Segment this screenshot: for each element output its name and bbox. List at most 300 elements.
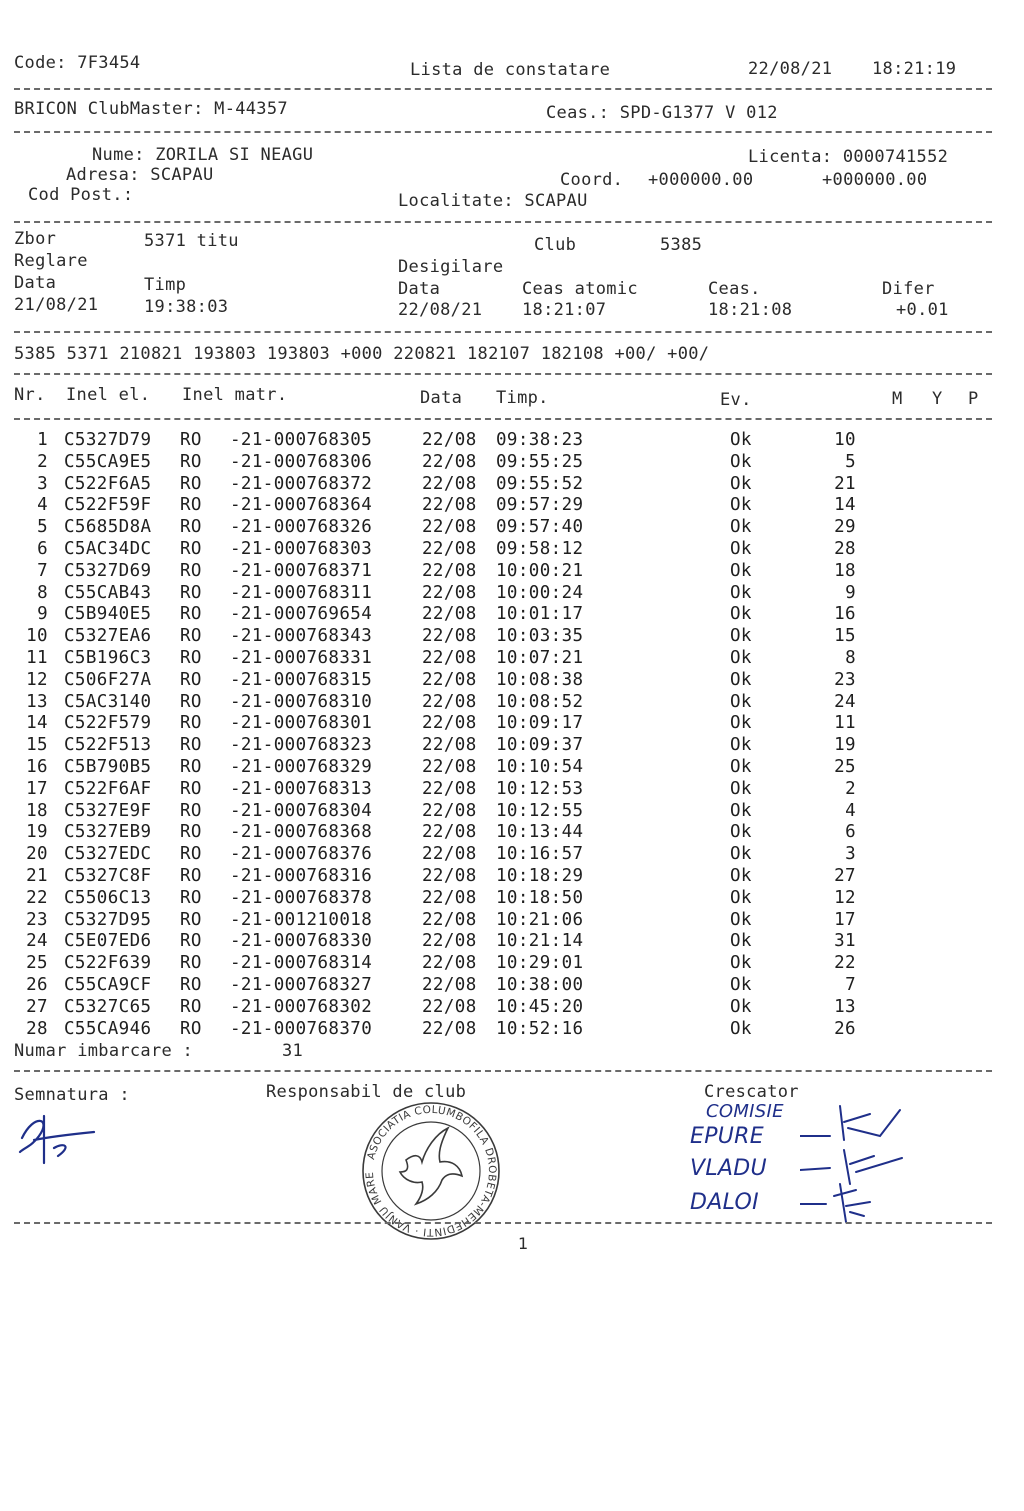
event-status: Ok [730,756,752,777]
clubmaster-device: BRICON ClubMaster: M-44357 [14,99,288,119]
position: 17 [834,909,856,930]
table-row [0,844,1024,866]
matriculation-ring: -21-000768303 [230,538,373,559]
club-label: Club [534,235,577,255]
arrival-date: 22/08 [422,909,477,930]
col-header-inel-el: Inel el. [66,385,151,405]
position: 26 [834,1018,856,1039]
electronic-ring: C5327D79 [64,430,152,450]
country-code: RO [180,844,202,865]
arrival-time: 10:21:14 [496,931,584,952]
arrival-date: 22/08 [422,451,477,472]
country-code: RO [180,560,202,581]
event-status: Ok [730,647,752,668]
event-status: Ok [730,931,752,952]
matriculation-ring: -21-000768343 [230,626,373,647]
commission-signatures [800,1100,912,1228]
table-row [0,997,1024,1019]
position: 2 [845,778,856,799]
row-number: 17 [26,778,48,799]
event-status: Ok [730,691,752,712]
row-number: 6 [37,538,48,559]
arrival-time: 10:07:21 [496,647,584,668]
matriculation-ring: -21-000768313 [230,778,373,799]
header-date: 22/08/21 [748,59,833,79]
electronic-ring: C5327E9F [64,800,152,821]
position: 6 [845,822,856,843]
boarding-count-value: 31 [282,1041,304,1061]
row-number: 12 [26,669,48,690]
arrival-date: 22/08 [422,822,477,843]
country-code: RO [180,909,202,930]
row-number: 7 [37,560,48,581]
electronic-ring: C5327D69 [64,560,152,581]
country-code: RO [180,669,202,690]
arrival-time: 10:21:06 [496,909,584,930]
country-code: RO [180,538,202,559]
matriculation-ring: -21-000768364 [230,495,373,516]
separator [14,1070,992,1072]
row-number: 19 [26,822,48,843]
event-status: Ok [730,495,752,516]
electronic-ring: C5E07ED6 [64,931,152,952]
country-code: RO [180,647,202,668]
arrival-time: 10:18:29 [496,865,584,886]
arrival-date: 22/08 [422,582,477,603]
country-code: RO [180,974,202,995]
position: 16 [834,604,856,625]
arrival-date: 22/08 [422,1018,477,1039]
electronic-ring: C522F513 [64,735,152,756]
matriculation-ring: -21-000768310 [230,691,373,712]
arrival-time: 10:08:38 [496,669,584,690]
table-row [0,604,1024,626]
table-row [0,822,1024,844]
matriculation-ring: -21-000768314 [230,953,373,974]
col-header-p: P [968,389,979,409]
arrival-date: 22/08 [422,953,477,974]
clock-model: Ceas.: SPD-G1377 V 012 [546,103,778,123]
position: 24 [834,691,856,712]
position: 28 [834,538,856,559]
country-code: RO [180,713,202,734]
position: 29 [834,517,856,538]
position: 4 [845,800,856,821]
electronic-ring: C5AC34DC [64,538,152,559]
page-number: 1 [518,1234,529,1253]
arrival-date: 22/08 [422,800,477,821]
country-code: RO [180,626,202,647]
des-difference: +0.01 [896,300,949,320]
row-number: 21 [26,865,48,886]
position: 5 [845,451,856,472]
event-status: Ok [730,669,752,690]
position: 22 [834,953,856,974]
owner-address: Adresa: SCAPAU [66,165,214,185]
position: 9 [845,582,856,603]
owner-name: Nume: ZORILA SI NEAGU [92,145,314,165]
event-status: Ok [730,953,752,974]
table-row [0,779,1024,801]
row-number: 26 [26,974,48,995]
arrival-time: 10:01:17 [496,604,584,625]
matriculation-ring: -21-000768306 [230,451,373,472]
country-code: RO [180,996,202,1017]
arrival-date: 22/08 [422,996,477,1017]
arrival-date: 22/08 [422,887,477,908]
arrival-time: 10:00:21 [496,560,584,581]
event-status: Ok [730,865,752,886]
event-status: Ok [730,996,752,1017]
clock-label: Ceas. [708,279,761,299]
electronic-ring: C506F27A [64,669,152,690]
event-status: Ok [730,430,752,450]
separator [14,131,992,133]
coord-x: +000000.00 [648,170,754,190]
matriculation-ring: -21-000768330 [230,931,373,952]
arrival-time: 10:13:44 [496,822,584,843]
club-stamp [356,1100,506,1242]
arrival-time: 09:57:40 [496,517,584,538]
electronic-ring: C5327D95 [64,909,152,930]
reg-date: 21/08/21 [14,295,99,315]
position: 11 [834,713,856,734]
position: 25 [834,756,856,777]
country-code: RO [180,887,202,908]
coord-label: Coord. [560,170,624,190]
separator [14,373,992,375]
electronic-ring: C522F59F [64,495,152,516]
reg-time: 19:38:03 [144,297,229,317]
country-code: RO [180,778,202,799]
position: 15 [834,626,856,647]
row-number: 16 [26,756,48,777]
postal-code: Cod Post.: [28,185,134,205]
matriculation-ring: -21-000768327 [230,974,373,995]
arrival-date: 22/08 [422,974,477,995]
matriculation-ring: -21-000769654 [230,604,373,625]
table-row [0,670,1024,692]
event-status: Ok [730,713,752,734]
table-row [0,801,1024,823]
arrivals-table [0,430,1024,1040]
event-status: Ok [730,822,752,843]
arrival-time: 10:03:35 [496,626,584,647]
matriculation-ring: -21-000768302 [230,996,373,1017]
arrival-date: 22/08 [422,604,477,625]
country-code: RO [180,517,202,538]
col-header-m: M [892,389,903,409]
arrival-date: 22/08 [422,756,477,777]
boarding-count-label: Numar imbarcare : [14,1041,194,1061]
des-clock-time: 18:21:08 [708,300,793,320]
country-code: RO [180,800,202,821]
row-number: 24 [26,931,48,952]
arrival-time: 10:12:55 [496,800,584,821]
country-code: RO [180,735,202,756]
event-status: Ok [730,974,752,995]
electronic-ring: C55CA946 [64,1018,152,1039]
table-row [0,757,1024,779]
matriculation-ring: -21-000768376 [230,844,373,865]
country-code: RO [180,495,202,516]
matriculation-ring: -21-000768304 [230,800,373,821]
separator [14,88,992,90]
col-header-nr: Nr. [14,385,46,405]
row-number: 25 [26,953,48,974]
electronic-ring: C55CAB43 [64,582,152,603]
table-row [0,452,1024,474]
arrival-date: 22/08 [422,430,477,450]
arrival-date: 22/08 [422,778,477,799]
reg-date-label: Data [14,273,57,293]
arrival-date: 22/08 [422,844,477,865]
arrival-time: 10:52:16 [496,1018,584,1039]
stamp-text: ASOCIATIA COLUMBOFILA DROBETA-MEHEDINTI · VANJU MARE [363,1103,499,1239]
row-number: 1 [37,430,48,450]
arrival-date: 22/08 [422,495,477,516]
electronic-ring: C5AC3140 [64,691,152,712]
handwritten-comisie: COMISIE [706,1101,784,1122]
col-header-inel-matr: Inel matr. [182,385,288,405]
matriculation-ring: -21-000768316 [230,865,373,886]
table-row [0,713,1024,735]
arrival-date: 22/08 [422,931,477,952]
difference-label: Difer [882,279,935,299]
arrival-date: 22/08 [422,865,477,886]
flight-value: 5371 titu [144,231,239,251]
position: 19 [834,735,856,756]
row-number: 10 [26,626,48,647]
arrival-time: 10:16:57 [496,844,584,865]
arrival-date: 22/08 [422,691,477,712]
event-status: Ok [730,887,752,908]
document-title: Lista de constatare [410,60,611,80]
table-row [0,583,1024,605]
position: 18 [834,560,856,581]
country-code: RO [180,451,202,472]
position: 14 [834,495,856,516]
event-status: Ok [730,473,752,494]
signature-label: Semnatura : [14,1085,130,1105]
arrival-time: 10:00:24 [496,582,584,603]
matriculation-ring: -21-000768331 [230,647,373,668]
table-row [0,626,1024,648]
arrival-time: 09:58:12 [496,538,584,559]
event-status: Ok [730,604,752,625]
position: 7 [845,974,856,995]
table-row [0,648,1024,670]
arrival-time: 10:12:53 [496,778,584,799]
matriculation-ring: -21-000768370 [230,1018,373,1039]
matriculation-ring: -21-000768301 [230,713,373,734]
club-responsible-label: Responsabil de club [266,1082,467,1102]
event-status: Ok [730,560,752,581]
row-number: 23 [26,909,48,930]
table-row [0,910,1024,932]
position: 12 [834,887,856,908]
row-number: 8 [37,582,48,603]
table-row [0,888,1024,910]
arrival-time: 09:38:23 [496,430,584,450]
table-row [0,692,1024,714]
row-number: 14 [26,713,48,734]
coord-y: +000000.00 [822,170,928,190]
position: 27 [834,865,856,886]
row-number: 5 [37,517,48,538]
electronic-ring: C5685D8A [64,517,152,538]
arrival-time: 10:09:37 [496,735,584,756]
electronic-ring: C5506C13 [64,887,152,908]
des-date: 22/08/21 [398,300,483,320]
electronic-ring: C522F6AF [64,778,152,799]
col-header-ev: Ev. [720,390,752,410]
reglare-label: Reglare [14,251,88,271]
event-status: Ok [730,909,752,930]
code-label: Code: 7F3454 [14,53,141,73]
matriculation-ring: -21-001210018 [230,909,373,930]
row-number: 11 [26,647,48,668]
handwritten-epure: EPURE [690,1124,764,1149]
table-row [0,495,1024,517]
handwritten-daloi: DALOI [690,1190,759,1215]
electronic-ring: C5B940E5 [64,604,152,625]
electronic-ring: C522F6A5 [64,473,152,494]
row-number: 15 [26,735,48,756]
arrival-time: 09:57:29 [496,495,584,516]
row-number: 4 [37,495,48,516]
country-code: RO [180,865,202,886]
table-row [0,539,1024,561]
position: 13 [834,996,856,1017]
row-number: 18 [26,800,48,821]
col-header-y: Y [932,389,943,409]
row-number: 2 [37,451,48,472]
country-code: RO [180,822,202,843]
position: 10 [834,430,856,450]
row-number: 28 [26,1018,48,1039]
matriculation-ring: -21-000768371 [230,560,373,581]
electronic-ring: C5327EB9 [64,822,152,843]
table-row [0,975,1024,997]
country-code: RO [180,582,202,603]
row-number: 3 [37,473,48,494]
table-row [0,474,1024,496]
arrival-time: 10:08:52 [496,691,584,712]
matriculation-ring: -21-000768378 [230,887,373,908]
arrival-date: 22/08 [422,626,477,647]
matriculation-ring: -21-000768323 [230,735,373,756]
country-code: RO [180,953,202,974]
matriculation-ring: -21-000768315 [230,669,373,690]
arrival-time: 09:55:52 [496,473,584,494]
event-status: Ok [730,582,752,603]
matriculation-ring: -21-000768372 [230,473,373,494]
event-status: Ok [730,517,752,538]
country-code: RO [180,1018,202,1039]
arrival-date: 22/08 [422,647,477,668]
matriculation-ring: -21-000768305 [230,430,373,450]
table-row [0,866,1024,888]
event-status: Ok [730,800,752,821]
col-header-timp: Timp. [496,388,549,408]
country-code: RO [180,756,202,777]
row-number: 22 [26,887,48,908]
electronic-ring: C55CA9E5 [64,451,152,472]
position: 31 [834,931,856,952]
table-row [0,430,1024,452]
header-time: 18:21:19 [872,59,957,79]
event-status: Ok [730,538,752,559]
event-status: Ok [730,735,752,756]
flight-label: Zbor [14,229,57,249]
position: 23 [834,669,856,690]
country-code: RO [180,473,202,494]
electronic-ring: C5327EA6 [64,626,152,647]
col-header-data: Data [420,388,463,408]
separator [14,331,992,333]
separator [14,418,992,420]
event-status: Ok [730,778,752,799]
signature-scribble [14,1108,104,1168]
table-row [0,561,1024,583]
reg-time-label: Timp [144,275,187,295]
locality: Localitate: SCAPAU [398,191,588,211]
matriculation-ring: -21-000768329 [230,756,373,777]
matriculation-ring: -21-000768368 [230,822,373,843]
table-row [0,517,1024,539]
row-number: 20 [26,844,48,865]
country-code: RO [180,931,202,952]
summary-code-line: 5385 5371 210821 193803 193803 +000 220821 182107 182108 +00/ +00/ [14,344,710,364]
arrival-date: 22/08 [422,517,477,538]
electronic-ring: C522F639 [64,953,152,974]
separator [14,221,992,223]
table-row [0,735,1024,757]
arrival-time: 10:38:00 [496,974,584,995]
event-status: Ok [730,626,752,647]
arrival-time: 10:18:50 [496,887,584,908]
electronic-ring: C5327C8F [64,865,152,886]
arrival-date: 22/08 [422,560,477,581]
event-status: Ok [730,1018,752,1039]
electronic-ring: C55CA9CF [64,974,152,995]
row-number: 13 [26,691,48,712]
table-row [0,1019,1024,1041]
separator [14,1222,992,1224]
matriculation-ring: -21-000768311 [230,582,373,603]
arrival-date: 22/08 [422,538,477,559]
desigilare-label: Desigilare [398,257,504,277]
position: 21 [834,473,856,494]
atomic-clock-label: Ceas atomic [522,279,638,299]
arrival-date: 22/08 [422,669,477,690]
electronic-ring: C5B196C3 [64,647,152,668]
license-number: Licenta: 0000741552 [748,147,949,167]
des-atomic-time: 18:21:07 [522,300,607,320]
row-number: 9 [37,604,48,625]
club-value: 5385 [660,235,703,255]
arrival-date: 22/08 [422,713,477,734]
position: 8 [845,647,856,668]
arrival-time: 10:10:54 [496,756,584,777]
electronic-ring: C5327C65 [64,996,152,1017]
electronic-ring: C522F579 [64,713,152,734]
country-code: RO [180,430,202,450]
arrival-time: 10:09:17 [496,713,584,734]
row-number: 27 [26,996,48,1017]
arrival-date: 22/08 [422,473,477,494]
